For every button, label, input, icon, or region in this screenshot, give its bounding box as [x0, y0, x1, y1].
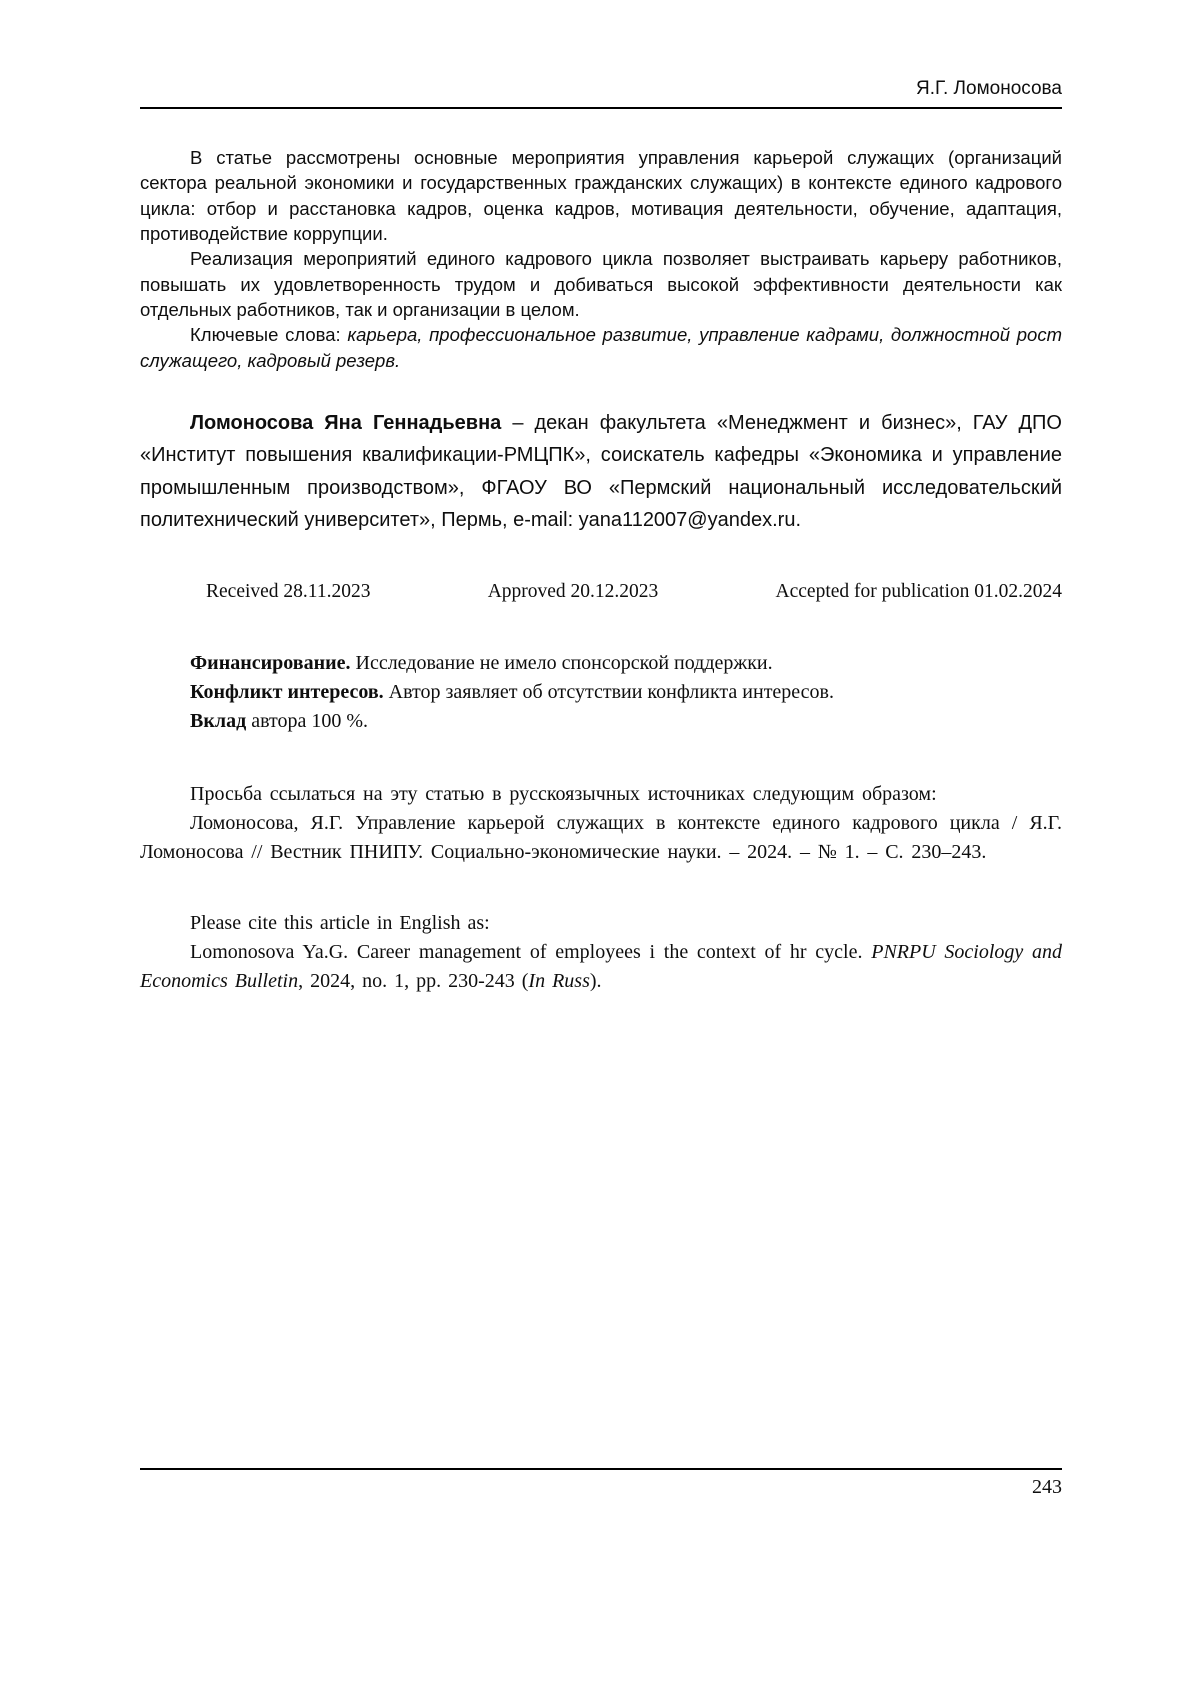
- running-head-author: Я.Г. Ломоносова: [916, 78, 1062, 99]
- citation-ru-section: [140, 780, 1062, 867]
- abstract-section: [140, 145, 1062, 373]
- statement-funding-label: Финансирование.: [190, 651, 351, 674]
- statement-contribution-text: автора 100 %.: [246, 709, 369, 732]
- page-number: 243: [1032, 1476, 1062, 1498]
- dates-row: [140, 581, 1062, 603]
- citation-en-section: [140, 909, 1062, 996]
- statement-contribution: [140, 707, 1062, 736]
- author-info-paragraph: [140, 407, 1062, 537]
- citation-en-part1: Lomonosova Ya.G. Career management of employees i the context of hr cycle.: [190, 940, 872, 963]
- keywords-text: карьера, профессиональное развитие, управление кадрами, должностной рост служащего, кадровый резерв.: [140, 324, 1062, 371]
- citation-en-text: [140, 938, 1062, 996]
- author-info-section: [140, 407, 1062, 537]
- citation-en-part2: , 2024, no. 1, pp. 230-243 (: [298, 969, 529, 992]
- citation-en-intro: Please cite this article in English as:: [190, 911, 490, 934]
- citation-en-journal: PNRPU Sociology and Economics Bulletin: [140, 940, 1062, 992]
- page-content: [140, 0, 1062, 996]
- statement-funding-text: Исследование не имело спонсорской поддержки.: [350, 651, 773, 674]
- statement-conflict-text: Автор заявляет об отсутствии конфликта интересов.: [383, 680, 835, 703]
- statement-conflict: [140, 678, 1062, 707]
- citation-en-in-russ: In Russ: [528, 969, 590, 992]
- statement-funding: [140, 649, 1062, 678]
- date-accepted: Accepted for publication 01.02.2024: [775, 580, 1062, 602]
- keywords-paragraph: [140, 322, 1062, 373]
- statement-contribution-label: Вклад: [190, 709, 247, 732]
- author-name: Ломоносова Яна Геннадьевна: [190, 412, 502, 435]
- abstract-paragraph-1: В статье рассмотрены основные мероприятия управления карьерой служащих (организаций сектора реальной экономики и государственных гражданских служащих) в контексте единого кадрового цикла: отбор и расстановка кадров, оценка кадров, мотивация деятельности, обучение, адаптация, противодействие коррупции.: [140, 147, 1062, 245]
- header-rule: [140, 107, 1062, 109]
- footer-rule: [140, 1468, 1062, 1470]
- statements-section: [140, 649, 1062, 736]
- citation-ru-text: Ломоносова, Я.Г. Управление карьерой служащих в контексте единого кадрового цикла / Я.Г. Ломоносова // Вестник ПНИПУ. Социально-экономические науки. – 2024. – № 1. – С. 230–243.: [140, 811, 1062, 863]
- date-received: Received 28.11.2023: [206, 580, 371, 602]
- abstract-paragraph-2: Реализация мероприятий единого кадрового цикла позволяет выстраивать карьеру работников, повышать их удовлетворенность трудом и добиваться высокой эффективности деятельности как отдельных работников, так и организации в целом.: [140, 248, 1062, 321]
- citation-en-part3: ).: [589, 969, 602, 992]
- citation-ru-intro: Просьба ссылаться на эту статью в русскоязычных источниках следующим образом:: [190, 782, 937, 805]
- running-head: [140, 0, 1062, 100]
- keywords-label: Ключевые слова:: [190, 324, 348, 346]
- statement-conflict-label: Конфликт интересов.: [190, 680, 384, 703]
- date-approved: Approved 20.12.2023: [487, 580, 659, 602]
- page-footer: [140, 1468, 1062, 1499]
- author-affiliation: – декан факультета «Менеджмент и бизнес», ГАУ ДПО «Институт повышения квалификации-РМЦПК», соискатель кафедры «Экономика и управление промышленным производством», ФГАОУ ВО «Пермский национальный исследовательский политехнический университет», Пермь, e-mail: yana112007@yandex.ru.: [140, 412, 1062, 532]
